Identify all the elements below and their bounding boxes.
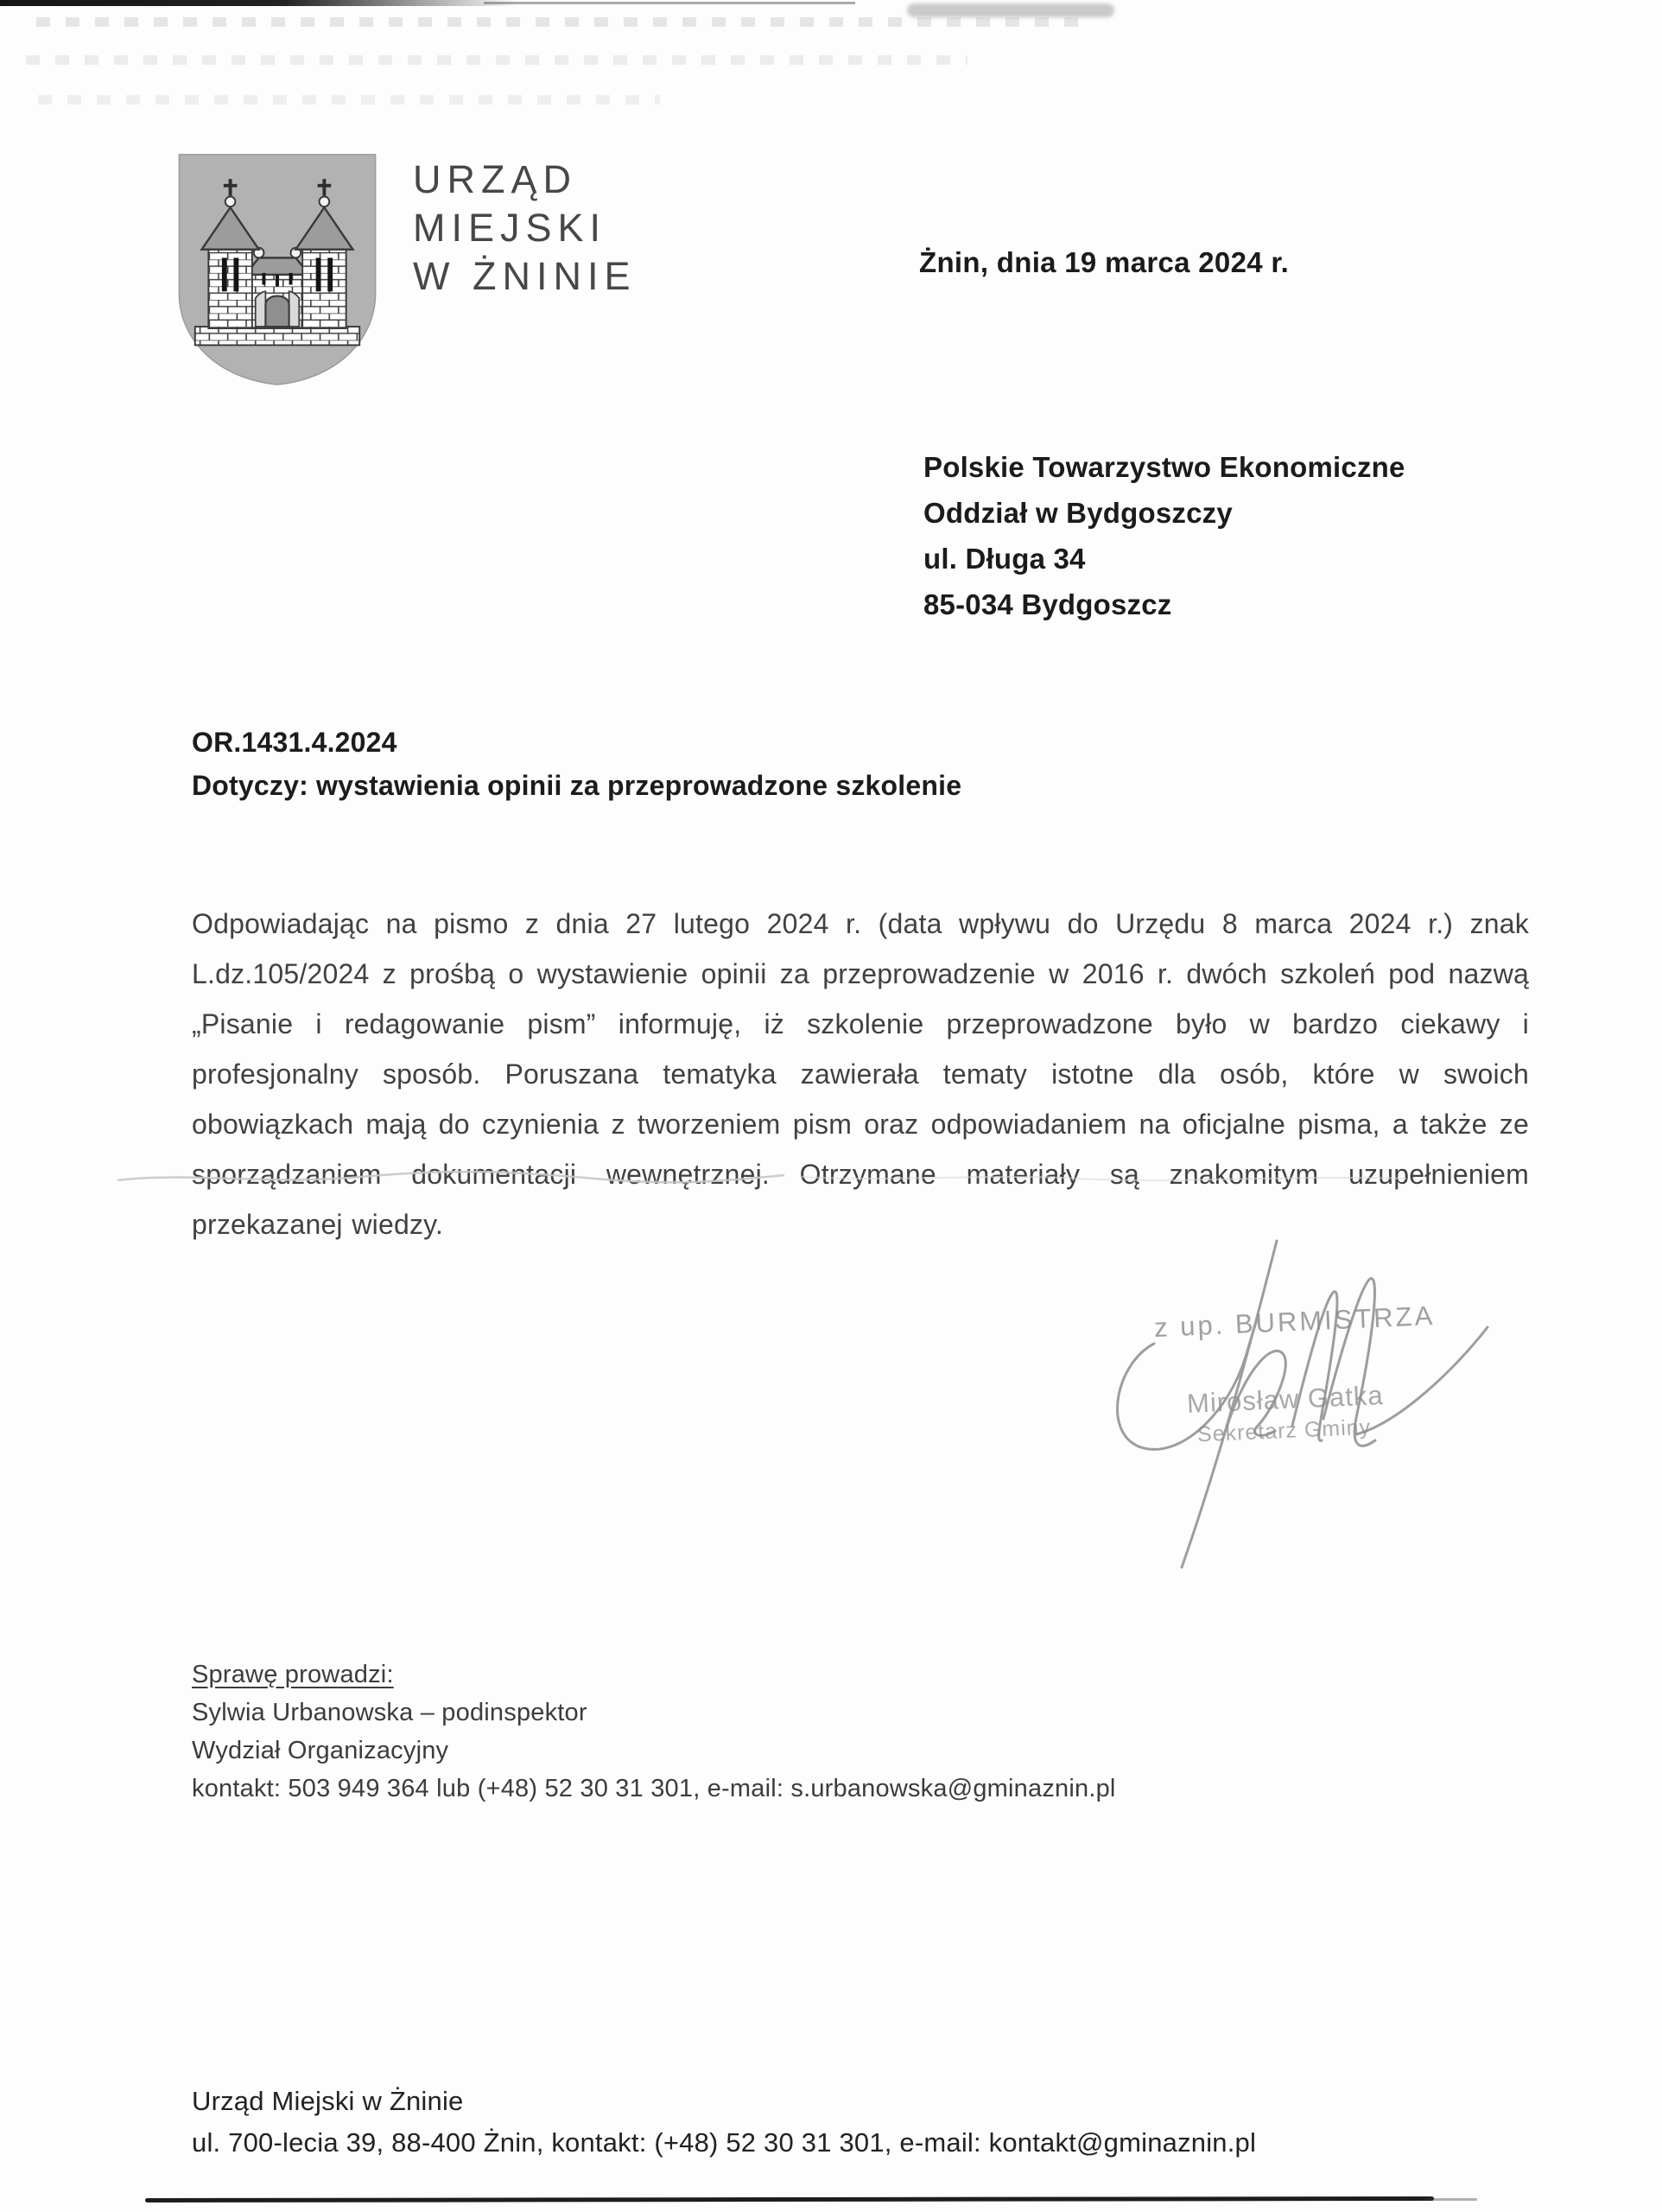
letter-footer — [192, 2081, 1256, 2164]
case-handler-block — [192, 1656, 1116, 1808]
scan-artifact-smudge — [907, 3, 1114, 17]
handwritten-signature-icon — [1097, 1227, 1529, 1599]
case-handler-contact: kontakt: 503 949 364 lub (+48) 52 30 31 301, e-mail: s.urbanowska@gminaznin.pl — [192, 1775, 1116, 1802]
case-number: OR.1431.4.2024 — [192, 727, 397, 758]
recipient-line: 85-034 Bydgoszcz — [923, 588, 1172, 620]
stamp-signer-title: Sekretarz Gminy — [1196, 1414, 1372, 1447]
letterhead-org-name — [413, 156, 636, 301]
footer-address: ul. 700-lecia 39, 88-400 Żnin, kontakt: (+48) 52 30 31 301, e-mail: kontakt@gminaznin.pl — [192, 2127, 1257, 2158]
org-name-line: URZĄD — [413, 157, 577, 201]
scan-artifact-bottom-edge — [145, 2196, 1434, 2202]
recipient-line: Polskie Towarzystwo Ekonomiczne — [923, 451, 1405, 483]
znin-coat-of-arms-icon — [175, 152, 379, 387]
reference-block — [192, 721, 961, 807]
org-name-line: MIEJSKI — [413, 206, 607, 250]
scan-artifact-top-edge — [0, 0, 518, 6]
case-handler-name: Sylwia Urbanowska – podinspektor — [192, 1699, 587, 1726]
stamp-authorization: z up. BURMISTRZA — [1153, 1300, 1436, 1344]
scan-artifact-bottom-edge-fade — [1425, 2198, 1477, 2201]
scan-bleedthrough-row — [26, 55, 967, 65]
scan-fold-crease — [111, 1163, 1424, 1192]
case-handler-department: Wydział Organizacyjny — [192, 1737, 449, 1764]
letter-body-paragraph: Odpowiadając na pismo z dnia 27 lutego 2024 r. (data wpływu do Urzędu 8 marca 2024 r.) znak L.dz.105/2024 z prośbą o wystawienie opinii za przeprowadzenie w 2016 r. dwóch szkoleń pod nazwą „Pisanie i redagowanie pism” informuję, iż szkolenie przeprowadzone było w bardzo ciekawy i profesjonalny sposób. Poruszana tematyka zawierała tematy istotne dla osób, które w swoich obowiązkach mają do czynienia z tworzeniem pism oraz odpowiadaniem na oficjalne pisma, a także ze sporządzaniem dokumentacji wewnętrznej. Otrzymane materiały są znakomitym uzupełnieniem przekazanej wiedzy. — [192, 908, 1529, 1240]
org-name-line: W ŻNINIE — [413, 254, 637, 298]
footer-org-name: Urząd Miejski w Żninie — [192, 2086, 464, 2116]
place-and-date: Żnin, dnia 19 marca 2024 r. — [919, 246, 1290, 278]
recipient-line: ul. Długa 34 — [923, 543, 1086, 575]
signature-block — [1097, 1227, 1529, 1599]
recipient-line: Oddział w Bydgoszczy — [923, 497, 1233, 529]
scan-bleedthrough-row — [38, 95, 660, 105]
scan-bleedthrough-row — [36, 17, 1090, 27]
case-handler-heading: Sprawę prowadzi: — [192, 1661, 394, 1688]
recipient-address-block — [923, 444, 1405, 627]
scan-artifact-top-edge-2 — [484, 2, 855, 4]
subject-line: Dotyczy: wystawienia opinii za przeprowadzone szkolenie — [192, 770, 962, 801]
stamp-signer-name: Mirosław Gatka — [1186, 1380, 1385, 1419]
